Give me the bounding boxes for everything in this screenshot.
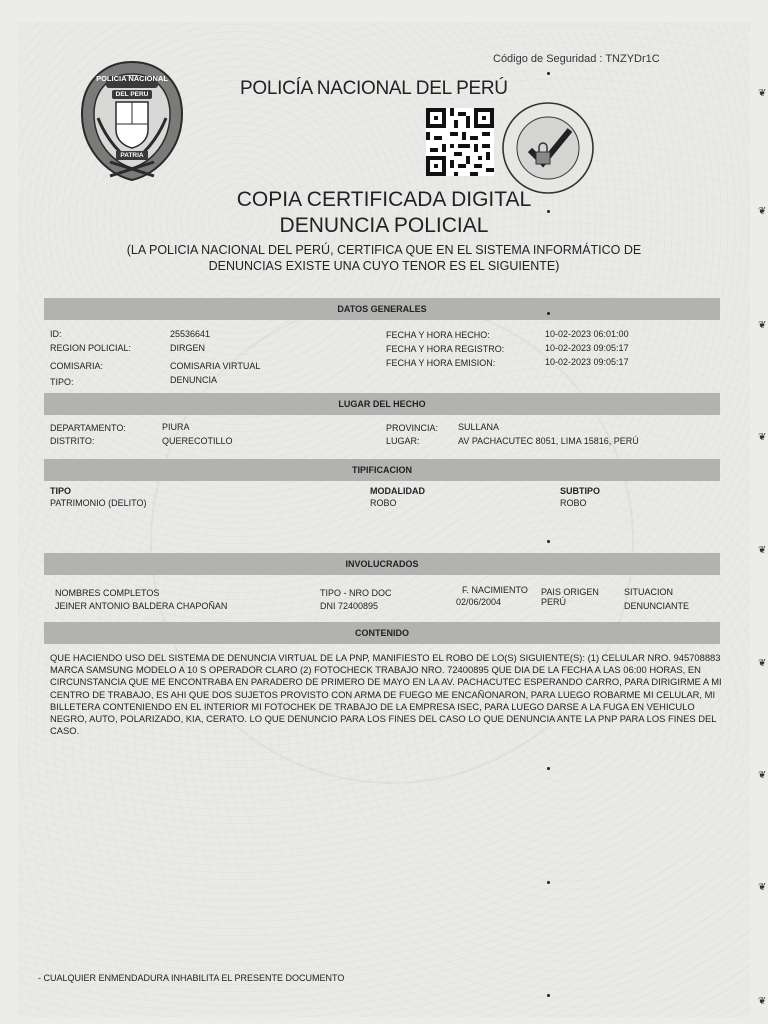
subtipo-header: SUBTIPO: [560, 486, 601, 496]
scan-speck: [547, 312, 550, 315]
region-label: REGION POLICIAL:: [50, 343, 132, 353]
comisaria-label: COMISARIA:: [50, 361, 104, 371]
section-contenido: CONTENIDO: [44, 622, 720, 644]
fecha-registro-label: FECHA Y HORA REGISTRO:: [386, 344, 505, 354]
binding-mark: ❦: [758, 545, 767, 556]
documento-value: DNI 72400895: [320, 601, 379, 611]
id-label: ID:: [50, 329, 62, 339]
qr-code-icon: [426, 108, 494, 176]
scan-speck: [547, 540, 550, 543]
scan-speck: [547, 210, 550, 213]
footer-note: - CUALQUIER ENMENDADURA INHABILITA EL PRESENTE DOCUMENTO: [38, 973, 345, 983]
security-code: Código de Seguridad : TNZYDr1C: [493, 53, 660, 65]
situacion-value: DENUNCIANTE: [624, 601, 690, 611]
comisaria-value: COMISARIA VIRTUAL: [170, 361, 261, 371]
fecha-registro-value: 10-02-2023 09:05:17: [545, 343, 629, 353]
institution-title: POLICÍA NACIONAL DEL PERÚ: [240, 78, 508, 99]
subtipo-value: ROBO: [560, 498, 587, 508]
distrito-value: QUERECOTILLO: [162, 436, 233, 446]
scan-speck: [547, 72, 550, 75]
binding-mark: ❦: [758, 320, 767, 331]
document-title: COPIA CERTIFICADA DIGITAL: [236, 188, 532, 211]
document-subtitle: DENUNCIA POLICIAL: [279, 214, 489, 237]
binding-mark: ❦: [758, 432, 767, 443]
situacion-header: SITUACION: [624, 587, 674, 597]
tipo-value: DENUNCIA: [170, 375, 218, 385]
modalidad-value: ROBO: [370, 498, 397, 508]
fecha-emision-value: 10-02-2023 09:05:17: [545, 357, 629, 367]
pais-header: PAIS ORIGEN: [541, 587, 599, 597]
fecha-emision-label: FECHA Y HORA EMISION:: [386, 358, 496, 368]
emblem-middle-text: DEL PERU: [115, 91, 149, 98]
certification-line-1: (LA POLICIA NACIONAL DEL PERÚ, CERTIFICA QUE EN EL SISTEMA INFORMÁTICO DE: [126, 243, 642, 257]
section-lugar-del-hecho: LUGAR DEL HECHO: [44, 393, 720, 415]
tipo-header: TIPO: [50, 486, 72, 496]
emblem-bottom-text: PATRIA: [120, 152, 144, 159]
section-tipificacion: TIPIFICACION: [44, 459, 720, 481]
binding-mark: ❦: [758, 770, 767, 781]
nombres-value: JEINER ANTONIO BALDERA CHAPOÑAN: [55, 601, 228, 611]
binding-mark: ❦: [758, 882, 767, 893]
documento-header: TIPO - NRO DOC: [320, 588, 392, 598]
binding-mark: ❦: [758, 996, 767, 1007]
provincia-value: SULLANA: [458, 422, 500, 432]
binding-mark: ❦: [758, 658, 767, 669]
nacimiento-value: 02/06/2004: [456, 597, 502, 607]
nombres-header: NOMBRES COMPLETOS: [55, 588, 160, 598]
scan-speck: [547, 881, 550, 884]
departamento-label: DEPARTAMENTO:: [50, 423, 126, 433]
fecha-hecho-label: FECHA Y HORA HECHO:: [386, 330, 490, 340]
modalidad-header: MODALIDAD: [370, 486, 425, 496]
certified-seal-icon: [500, 100, 596, 196]
section-datos-generales: DATOS GENERALES: [44, 298, 720, 320]
id-value: 25536641: [170, 329, 211, 339]
pais-value: PERÚ: [541, 597, 567, 607]
binding-mark: ❦: [758, 88, 767, 99]
section-involucrados: INVOLUCRADOS: [44, 553, 720, 575]
scan-speck: [547, 767, 550, 770]
lugar-label: LUGAR:: [386, 436, 420, 446]
emblem-top-text: POLICIA NACIONAL: [96, 74, 168, 83]
certification-line-2: DENUNCIAS EXISTE UNA CUYO TENOR ES EL SIGUIENTE): [208, 259, 560, 273]
binding-mark: ❦: [758, 206, 767, 217]
lugar-value: AV PACHACUTEC 8051, LIMA 15816, PERÚ: [458, 436, 639, 446]
scan-speck: [547, 994, 550, 997]
fecha-hecho-value: 10-02-2023 06:01:00: [545, 329, 629, 339]
tipo-label: TIPO:: [50, 377, 74, 387]
region-value: DIRGEN: [170, 343, 206, 353]
distrito-label: DISTRITO:: [50, 436, 95, 446]
tipo-delito-value: PATRIMONIO (DELITO): [50, 498, 147, 508]
departamento-value: PIURA: [162, 422, 190, 432]
nacimiento-header: F. NACIMIENTO: [462, 585, 528, 595]
contenido-text: QUE HACIENDO USO DEL SISTEMA DE DENUNCIA VIRTUAL DE LA PNP, MANIFIESTO EL ROBO DE LO(S) SIGUIENTE(S): (1) CELULAR NRO. 945708883 MARCA SAMSUNG MODELO A 10 S OPERADOR CLARO (2) FOTOCHECK TRABAJO NRO. 72400895 QUE DIA DE LA FECHA A LAS 06:00 HORAS, EN CIRCUNSTANCIA QUE ME ENCONTRABA EN PARADERO DE PRIMERO DE MAYO EN LA AV. PACHACUTEC ESPERANDO CARRO, PARA DIRIGIRME A MI CENTRO DE TRABAJO, ES AHI QUE DOS SUJETOS PROVISTO CON ARMA DE FUEGO ME ENCAÑONARON, PARA LUEGO ROBARME MI CELULAR, MI BILLETERA CONTENIENDO EN EL INTERIOR MI FOTOCHEK DE TRABAJO DE LA EMPRESA ISEC, PARA LUEGO DARSE A LA FUGA EN VEHICULO NEGRO, AUTO, POLARIZADO, KIA, CERATO. LO QUE DENUNCIO PARA LOS FINES DEL CASO LO QUE DENUNCIA ANTE LA PNP PARA LOS FINES DEL CASO.: [50, 652, 722, 737]
provincia-label: PROVINCIA:: [386, 423, 439, 433]
